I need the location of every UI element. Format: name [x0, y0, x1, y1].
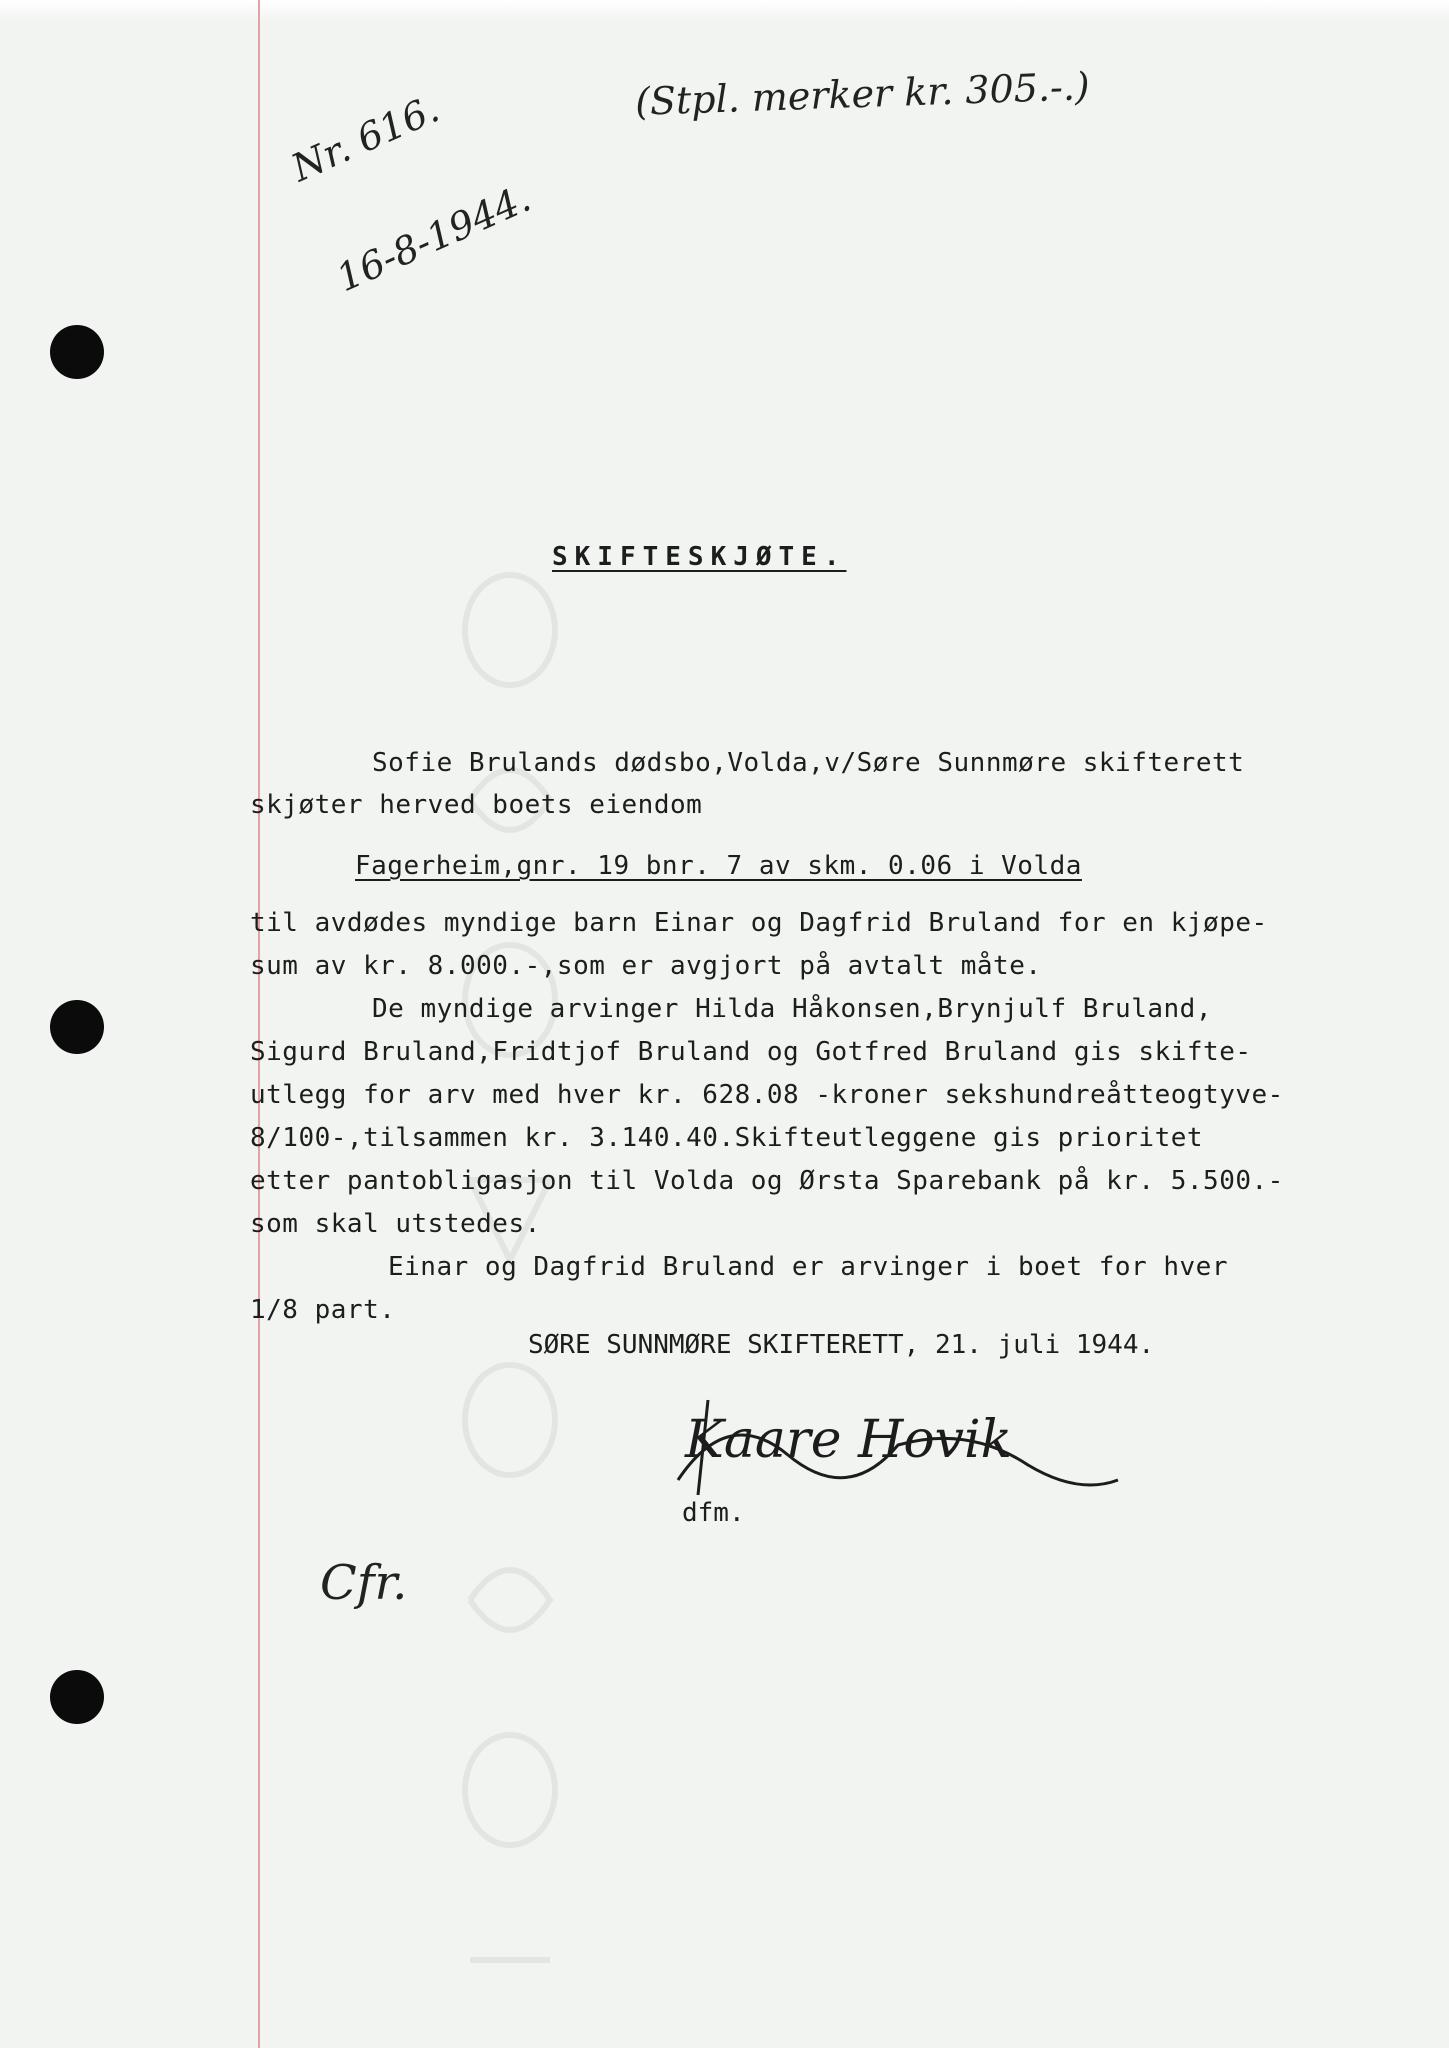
punch-hole-bottom — [50, 1670, 104, 1724]
signature: Kaare Hovik — [685, 1410, 1013, 1470]
body-line-12: Einar og Dagfrid Bruland er arvinger i boet for hver — [388, 1252, 1228, 1282]
body-line-13: 1/8 part. — [250, 1295, 396, 1325]
body-line-11: som skal utstedes. — [250, 1209, 541, 1239]
stamp-fee-note: (Stpl. merker kr. 305.-.) — [634, 64, 1091, 124]
record-number: Nr. 616. — [285, 86, 446, 191]
signature-suffix: dfm. — [682, 1498, 745, 1528]
body-line-2: skjøter herved boets eiendom — [250, 790, 703, 820]
body-line-5: sum av kr. 8.000.-,som er avgjort på avtalt måte. — [250, 951, 1042, 981]
handwritten-initials: Cfr. — [320, 1555, 408, 1611]
body-line-7: Sigurd Bruland,Fridtjof Bruland og Gotfred Bruland gis skifte- — [250, 1037, 1252, 1067]
property-description: Fagerheim,gnr. 19 bnr. 7 av skm. 0.06 i Volda — [355, 851, 1082, 881]
body-line-6: De myndige arvinger Hilda Håkonsen,Brynjulf Bruland, — [372, 994, 1212, 1024]
document-title: SKIFTESKJØTE. — [552, 542, 847, 572]
record-date: 16-8-1944. — [330, 175, 538, 301]
punch-hole-top — [50, 325, 104, 379]
court-date-line: SØRE SUNNMØRE SKIFTERETT, 21. juli 1944. — [528, 1330, 1155, 1360]
body-line-8: utlegg for arv med hver kr. 628.08 -kroner sekshundreåtteogtyve- — [250, 1080, 1284, 1110]
red-margin-line — [258, 0, 260, 2048]
punch-hole-middle — [50, 1000, 104, 1054]
paper-top-edge — [0, 0, 1449, 22]
body-line-4: til avdødes myndige barn Einar og Dagfrid Bruland for en kjøpe- — [250, 908, 1268, 938]
body-line-10: etter pantobligasjon til Volda og Ørsta Sparebank på kr. 5.500.- — [250, 1166, 1284, 1196]
body-line-9: 8/100-,tilsammen kr. 3.140.40.Skifteutleggene gis prioritet — [250, 1123, 1204, 1153]
body-line-1: Sofie Brulands dødsbo,Volda,v/Søre Sunnmøre skifterett — [372, 748, 1245, 778]
